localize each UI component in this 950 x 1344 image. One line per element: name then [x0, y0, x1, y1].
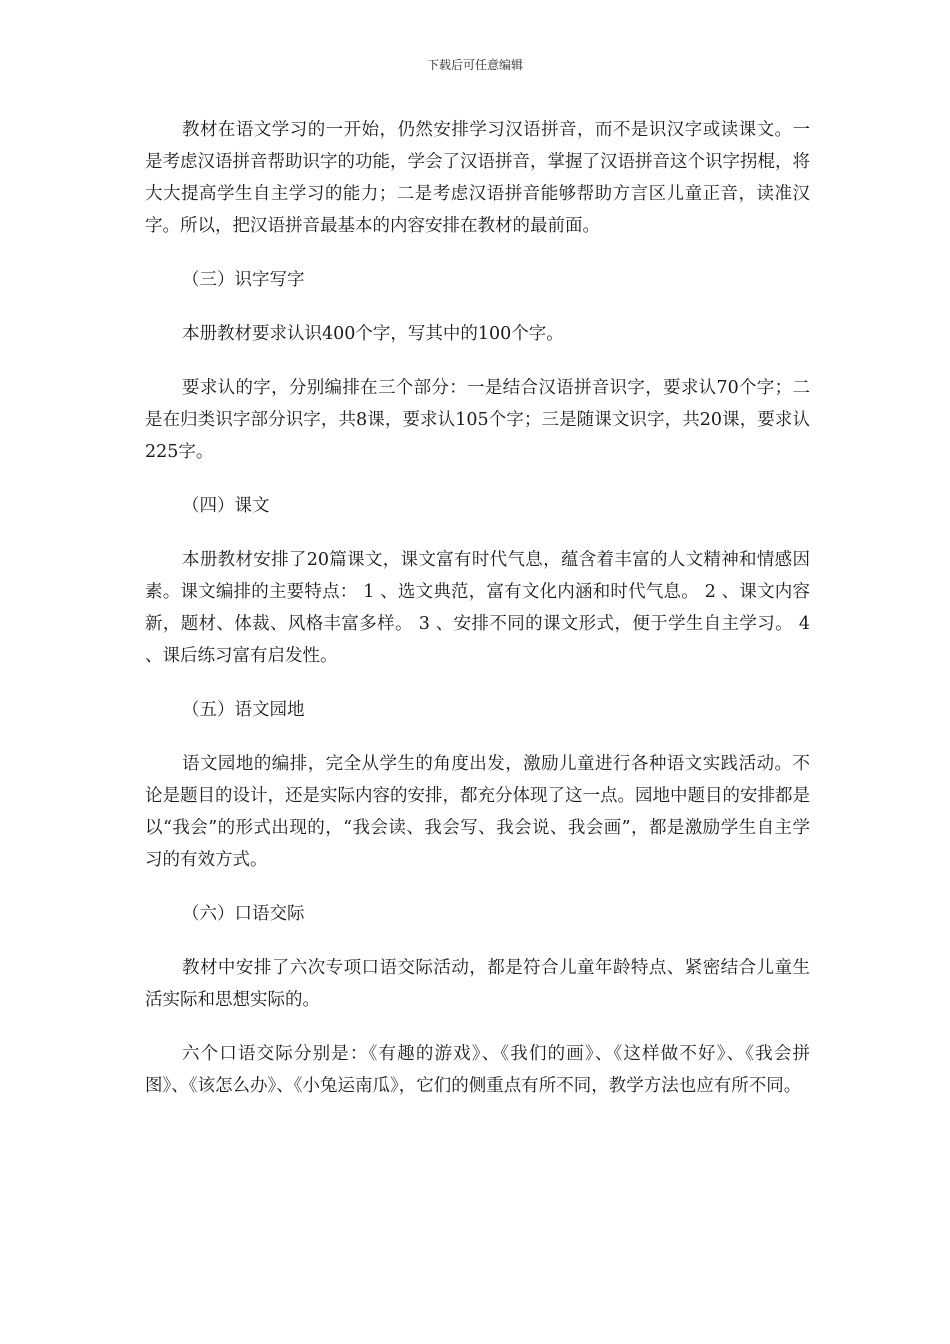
paragraph-oral-list: 六个口语交际分别是：《有趣的游戏》、《我们的画》、《这样做不好》、《我会拼图》、《该怎么办》、《小兔运南瓜》，它们的侧重点有所不同，教学方法也应有所不同。 — [145, 1044, 810, 1096]
section-heading-texts: （四）课文 — [182, 496, 270, 516]
paragraph-oral-activities: 教材中安排了六次专项口语交际活动，都是符合儿童年龄特点、紧密结合儿童生活实际和思想实际的。 — [145, 958, 810, 1010]
document-body — [145, 114, 810, 1124]
paragraph-garden: 语文园地的编排，完全从学生的角度出发，激励儿童进行各种语文实践活动。不论是题目的设计，还是实际内容的安排，都充分体现了这一点。园地中题目的安排都是以“我会”的形式出现的，“我会读、我会写、我会说、我会画”，都是激励学生自主学习的有效方式。 — [145, 754, 810, 870]
paragraph-literacy-parts: 要求认的字，分别编排在三个部分：一是结合汉语拼音识字，要求认70个字；二是在归类识字部分识字，共8课，要求认105个字；三是随课文识字，共20课，要求认225字。 — [145, 378, 810, 462]
page-header: 下载后可任意编辑 — [426, 58, 523, 72]
section-heading-literacy: （三）识字写字 — [182, 270, 305, 290]
paragraph-texts: 本册教材安排了20篇课文，课文富有时代气息，蕴含着丰富的人文精神和情感因素。课文编排的主要特点： 1 、选文典范，富有文化内涵和时代气息。 2 、课文内容新，题材、体裁、风格丰富多样。 3 、安排不同的课文形式，便于学生自主学习。 4 、课后练习富有启发性。 — [145, 550, 810, 666]
paragraph-literacy-requirement: 本册教材要求认识400个字，写其中的100个字。 — [182, 324, 564, 344]
section-heading-oral: （六）口语交际 — [182, 904, 305, 924]
paragraph-pinyin: 教材在语文学习的一开始，仍然安排学习汉语拼音，而不是识汉字或读课文。一是考虑汉语拼音帮助识字的功能，学会了汉语拼音，掌握了汉语拼音这个识字拐棍，将大大提高学生自主学习的能力；二是考虑汉语拼音能够帮助方言区儿童正音，读准汉字。所以，把汉语拼音最基本的内容安排在教材的最前面。 — [145, 120, 810, 236]
section-heading-garden: （五）语文园地 — [182, 700, 305, 720]
